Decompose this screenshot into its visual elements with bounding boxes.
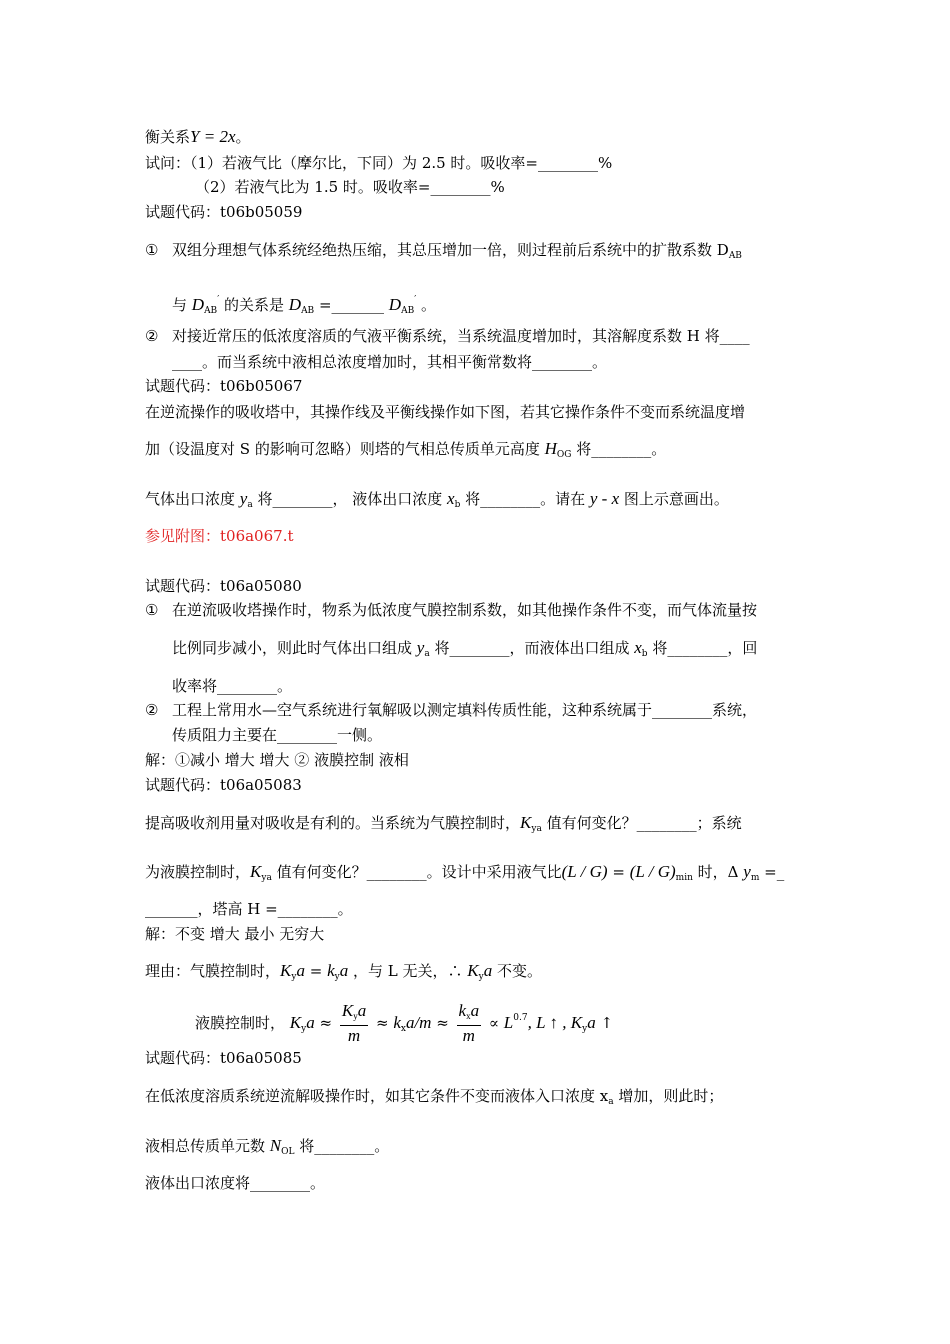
question-line: 在逆流操作的吸收塔中，其操作线及平衡线操作如下图，若其它操作条件不变而系统温度增 (145, 403, 746, 421)
fraction: $\frac{k_xa}{m}$ (458, 1001, 480, 1045)
question-code: 试题代码：t06a05080 (145, 577, 302, 595)
question-line: 液相总传质单元数 $N_{OL}$ 将________。 (145, 1136, 390, 1157)
item-marker: ① (145, 241, 159, 259)
question-line: 液体出口浓度将________。 (145, 1174, 326, 1192)
question-line: 双组分理想气体系统经绝热压缩，其总压增加一倍，则过程前后系统中的扩散系数 $D_{AB}$ (172, 241, 742, 261)
question-line: ____。而当系统中液相总浓度增加时，其相平衡常数将________。 (172, 353, 608, 371)
question-line: 传质阻力主要在________一侧。 (172, 726, 383, 744)
question-line: 与 $D_{AB}'$ 的关系是 $D_{AB}$ =_______ $D_{AB}'$ 。 (172, 295, 437, 316)
question-line: 比例同步减小，则此时气体出口组成 $y_a$ 将________，而液体出口组成 $x_b$ 将________，回 (172, 638, 758, 659)
item-marker: ② (145, 327, 159, 345)
question-code: 试题代码：t06b05059 (145, 203, 303, 221)
reason-line: 理由：气膜控制时，$K_ya = k_ya$ ，与 L 无关，∴ $K_ya$ 不变。 (145, 961, 542, 982)
question-line: 收率将________。 (172, 677, 293, 695)
question-line: _______，塔高 H =________。 (145, 900, 353, 918)
question-line: 在低浓度溶质系统逆流解吸操作时，如其它条件不变而液体入口浓度 $x_a$ 增加，则此时； (145, 1087, 724, 1107)
question-line: 气体出口浓度 $y_a$ 将________， 液体出口浓度 $x_b$ 将________。请在 y - x 图上示意画出。 (145, 489, 729, 510)
text-line: 衡关系Y = 2x。 (145, 127, 251, 146)
question-line: 试问：（1）若液气比（摩尔比，下同）为 2.5 时。吸收率=________% (145, 154, 613, 172)
question-code: 试题代码：t06a05085 (145, 1049, 302, 1067)
question-code: 试题代码：t06b05067 (145, 377, 303, 395)
question-line: 工程上常用水—空气系统进行氧解吸以测定填料传质性能，这种系统属于________系统， (172, 701, 758, 719)
answer-line: 解：①减小 增大 增大 ② 液膜控制 液相 (145, 751, 409, 769)
question-line: 为液膜控制时，$K_{ya}$ 值有何变化？________。设计中采用液气比$(L / G) = (L / G)_{min}$ 时，Δ $y_m$ =_ (145, 862, 785, 883)
reason-formula: 液膜控制时， $K_ya$ ≈ $\frac{K_ya}{m}$ ≈ $k_xa/m$ ≈ $\frac{k_xa}{m}$ ∝ $L^{0.7}$, L ↑ , $K_ya$ ↑ (195, 1001, 614, 1045)
answer-line: 解：不变 增大 最小 无穷大 (145, 925, 325, 943)
question-line: 对接近常压的低浓度溶质的气液平衡系统，当系统温度增加时，其溶解度系数 H 将____ (172, 327, 750, 345)
question-line: 提高吸收剂用量对吸收是有利的。当系统为气膜控制时，$K_{ya}$ 值有何变化？________；系统 (145, 813, 742, 834)
reference-link: 参见附图：t06a067.t (145, 527, 294, 545)
item-marker: ② (145, 701, 159, 719)
item-marker: ① (145, 601, 159, 619)
question-line: 在逆流吸收塔操作时，物系为低浓度气膜控制系数，如其他操作条件不变，而气体流量按 (172, 601, 758, 619)
question-line: 加（设温度对 S 的影响可忽略）则塔的气相总传质单元高度 $H_{OG}$ 将________。 (145, 439, 667, 460)
question-code: 试题代码：t06a05083 (145, 776, 302, 794)
question-line: （2）若液气比为 1.5 时。吸收率=________% (195, 178, 505, 196)
fraction: $\frac{K_ya}{m}$ (341, 1001, 367, 1045)
